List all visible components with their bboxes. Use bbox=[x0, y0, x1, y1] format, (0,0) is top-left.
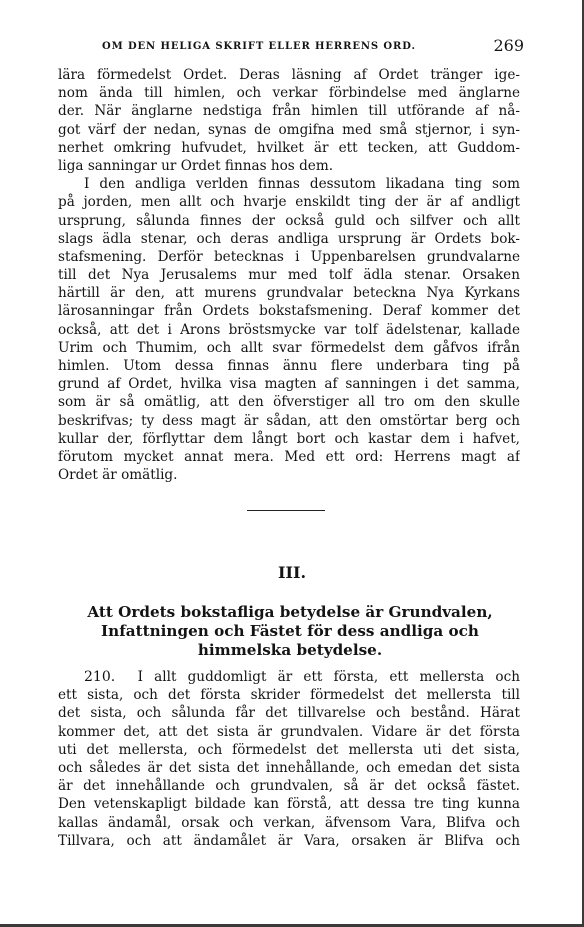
text-line: got värf der nedan, synas de omgifna med små stjernor, i syn- bbox=[58, 121, 520, 138]
section-title bbox=[70, 603, 510, 660]
text-line: der. När änglarne nedstiga från himlen till utförande af nå- bbox=[58, 103, 520, 120]
text-line: lära förmedelst Ordet. Deras läsning af Ordet tränger ige- bbox=[58, 67, 520, 83]
text-line: Tillvara, och att ändamålet är Vara, orsaken är Blifva och bbox=[58, 832, 520, 849]
section-title-line: himmelska betydelse. bbox=[197, 641, 383, 659]
text-line: himlen. Utom dessa finnas ännu flere underbara ting på bbox=[58, 358, 520, 374]
text-line: nom ända till himlen, och verkar förbindelse med änglarne bbox=[58, 85, 520, 102]
text-line: ursprung, sålunda finnes der också guld och silfver och allt bbox=[58, 212, 520, 229]
text-line: Ordet är omätlig. bbox=[58, 467, 178, 484]
text-line-content: I allt guddomligt är ett första, ett mellersta och bbox=[137, 669, 520, 685]
text-line: kallas ändamål, orsak och verkan, äfvensom Vara, Blifva och bbox=[58, 814, 520, 831]
text-line: liga sanningar ur Ordet finnas hos dem. bbox=[58, 157, 334, 174]
text-line: I den andliga verlden finnas dessutom likadana ting som bbox=[84, 176, 520, 193]
text-line: till det Nya Jerusalems mur med tolf ädla stenar. Orsaken bbox=[58, 267, 520, 284]
text-line: förutom mycket annat mera. Med ett ord: Herrens magt af bbox=[58, 448, 520, 465]
text-line: uti det mellersta, och förmedelst det mellersta uti det sista, bbox=[58, 741, 520, 758]
section-number: III. bbox=[277, 563, 307, 582]
text-line: stafsmening. Derför betecknas i Uppenbarelsen grundvalarne bbox=[58, 248, 520, 265]
running-header bbox=[58, 36, 524, 58]
text-line: och således är det sista det innehållande, och emedan det sista bbox=[58, 759, 520, 776]
text-line: också, att det i Arons bröstsmycke var tolf ädelstenar, kallade bbox=[58, 321, 520, 338]
text-line: härtill är den, att murens grundvalar beteckna Nya Kyrkans bbox=[58, 285, 520, 302]
text-line: kullar der, förflyttar dem långt bort och kastar dem i hafvet, bbox=[58, 430, 520, 447]
text-line: beskrifvas; ty dess magt är sådan, att den omstörtar berg och bbox=[58, 412, 520, 429]
paragraph-number: 210. bbox=[84, 669, 116, 685]
text-line: nerhet omkring hufvudet, hvilket är ett tecken, att Guddom- bbox=[58, 139, 520, 156]
text-line: lärosanningar från Ordets bokstafsmening. Deraf kommer det bbox=[58, 303, 520, 320]
text-line: det sista, och sålunda får det tillvarelse och bestånd. Härat bbox=[58, 705, 520, 722]
text-line: som är så omätlig, att den öfverstiger all tro om den skulle bbox=[58, 394, 520, 411]
section-title-line: Infattningen och Fästet för dess andliga och bbox=[101, 622, 479, 640]
text-line: Urim och Thumim, och allt svar förmedelst dem gåfvos ifrån bbox=[58, 339, 520, 356]
section-divider bbox=[247, 510, 325, 511]
page-number: 269 bbox=[493, 36, 524, 55]
paragraph-210 bbox=[58, 668, 520, 850]
text-line: kommer det, att det sista är grundvalen. Vidare är det första bbox=[58, 723, 520, 740]
text-line: på jorden, men allt och hvarje enskildt ting der är af andligt bbox=[58, 194, 520, 211]
running-title: OM DEN HELIGA SKRIFT ELLER HERRENS ORD. bbox=[102, 41, 416, 52]
text-line: är det innehållande och grundvalen, så är det också fästet. bbox=[58, 778, 520, 795]
text-line: slags ädla stenar, och deras andliga ursprung är Ordets bok- bbox=[58, 230, 520, 247]
text-line: grund af Ordet, hvilka visa magten af sanningen i det samma, bbox=[58, 376, 520, 393]
text-line: Den vetenskapligt bildade kan förstå, att dessa tre ting kunna bbox=[58, 796, 520, 813]
paragraph-continued bbox=[58, 66, 520, 484]
section-title-line: Att Ordets bokstafliga betydelse är Grundvalen, bbox=[87, 603, 493, 621]
text-line: ett sista, och det första skrider förmedelst det mellersta till bbox=[58, 687, 520, 704]
text-line bbox=[58, 668, 520, 686]
